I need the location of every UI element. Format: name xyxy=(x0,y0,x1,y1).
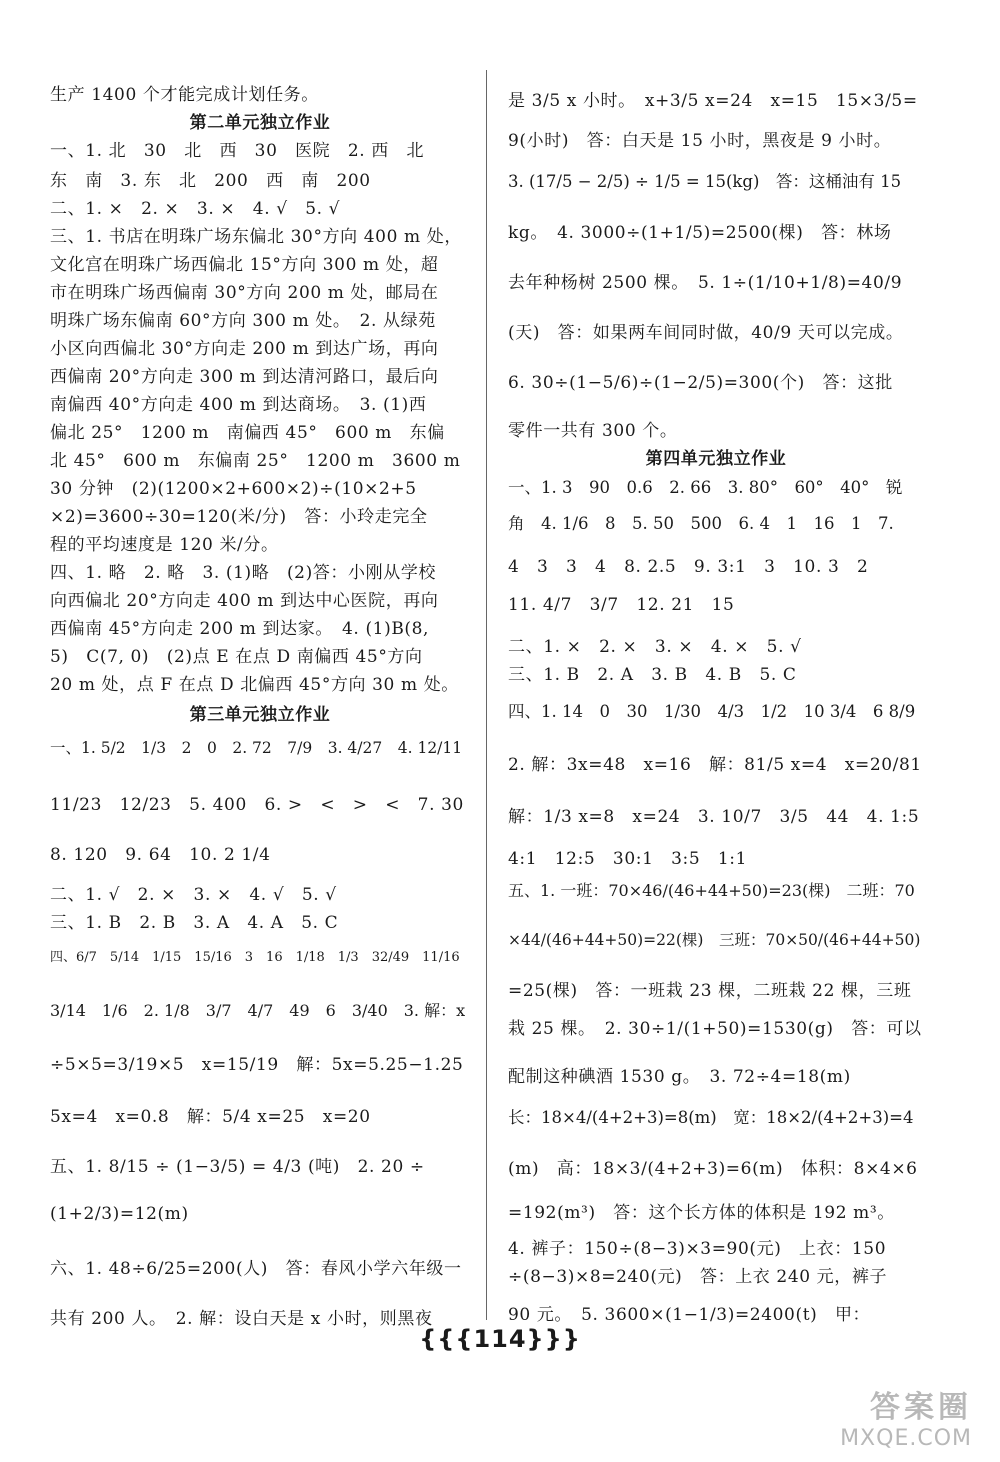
answer-line: 30 分钟 (2)(1200×2+600×2)÷(10×2+5 xyxy=(50,479,417,499)
answer-line: (m) 高：18×3/(4+2+3)=6(m) 体积：8×4×6 xyxy=(508,1159,918,1179)
answer-line: 8. 120 9. 64 10. 2 1/4 xyxy=(50,845,271,865)
answer-line: 5x=4 x=0.8 解：5/4 x=25 x=20 xyxy=(50,1107,371,1127)
answer-line: 西偏南 20°方向走 300 m 到达清河路口，最后向 xyxy=(50,367,439,387)
answer-line: 3/14 1/6 2. 1/8 3/7 4/7 49 6 3/40 3. 解：x xyxy=(50,1001,466,1020)
answer-line: 四、1. 略 2. 略 3. (1)略 (2)答：小刚从学校 xyxy=(50,563,437,583)
answer-line: (1+2/3)=12(m) xyxy=(50,1204,189,1224)
page-number: {{{114}}} xyxy=(419,1325,581,1353)
answer-line: 栽 25 棵。 2. 30÷1/(1+50)=1530(g) 答：可以 xyxy=(508,1019,922,1039)
answer-line: 2. 解：3x=48 x=16 解：81/5 x=4 x=20/81 xyxy=(508,755,922,775)
answer-line: 南偏西 40°方向走 400 m 到达商场。 3. (1)西 xyxy=(50,395,427,415)
answer-line: 程的平均速度是 120 米/分。 xyxy=(50,535,279,555)
answer-line: 明珠广场东偏南 60°方向 300 m 处。 2. 从绿苑 xyxy=(50,311,436,331)
answer-line: 6. 30÷(1−5/6)÷(1−2/5)=300(个) 答：这批 xyxy=(508,373,893,393)
answer-line: 生产 1400 个才能完成计划任务。 xyxy=(50,85,319,105)
answer-line: 西偏南 45°方向走 200 m 到达家。 4. (1)B(8, xyxy=(50,619,430,639)
answer-line: 长：18×4/(4+2+3)=8(m) 宽：18×2/(4+2+3)=4 xyxy=(508,1108,914,1127)
answer-line: 11/23 12/23 5. 400 6. > < > < 7. 30 xyxy=(50,795,464,815)
answer-line: ÷5×5=3/19×5 x=15/19 解：5x=5.25−1.25 xyxy=(50,1055,464,1075)
watermark-url: MXQE.COM xyxy=(840,1426,972,1451)
answer-line: 三、1. B 2. A 3. B 4. B 5. C xyxy=(508,665,797,685)
answer-line: 北 45° 600 m 东偏南 25° 1200 m 3600 m xyxy=(50,451,461,471)
answer-line: 市在明珠广场西偏南 30°方向 200 m 处，邮局在 xyxy=(50,283,439,303)
answer-line: 一、1. 3 90 0.6 2. 66 3. 80° 60° 40° 锐 xyxy=(508,478,903,497)
answer-line: 五、1. 8/15 ÷ (1−3/5) = 4/3 (吨) 2. 20 ÷ xyxy=(50,1157,425,1177)
answer-line: 文化宫在明珠广场西偏北 15°方向 300 m 处，超 xyxy=(50,255,439,275)
answer-line: 二、1. × 2. × 3. × 4. × 5. √ xyxy=(508,637,802,657)
answer-line: 90 元。 5. 3600×(1−1/3)=2400(t) 甲： xyxy=(508,1305,871,1325)
answer-line: 四、6/7 5/14 1/15 15/16 3 16 1/18 1/3 32/49 11/16 xyxy=(50,950,460,965)
column-divider xyxy=(486,70,487,1320)
answer-line: (天) 答：如果两车间同时做，40/9 天可以完成。 xyxy=(508,323,904,343)
answer-line: 三、1. 书店在明珠广场东偏北 30°方向 400 m 处， xyxy=(50,227,462,247)
answer-line: 二、1. √ 2. × 3. × 4. √ 5. √ xyxy=(50,885,337,905)
answer-line: 偏北 25° 1200 m 南偏西 45° 600 m 东偏 xyxy=(50,423,445,443)
answer-line: 是 3/5 x 小时。 x+3/5 x=24 x=15 15×3/5= xyxy=(508,91,918,111)
answer-line: 四、1. 14 0 30 1/30 4/3 1/2 10 3/4 6 8/9 xyxy=(508,702,916,721)
answer-line: 小区向西偏北 30°方向走 200 m 到达广场，再向 xyxy=(50,339,439,359)
answer-line: 4 3 3 4 8. 2.5 9. 3:1 3 10. 3 2 xyxy=(508,557,869,577)
answer-line: 4. 裤子：150÷(8−3)×3=90(元) 上衣：150 xyxy=(508,1239,887,1259)
answer-line: 9(小时) 答：白天是 15 小时，黑夜是 9 小时。 xyxy=(508,131,892,151)
answer-line: 20 m 处，点 F 在点 D 北偏西 45°方向 30 m 处。 xyxy=(50,675,459,695)
answer-line: 六、1. 48÷6/25=200(人) 答：春风小学六年级一 xyxy=(50,1259,462,1279)
answer-line: 一、1. 北 30 北 西 30 医院 2. 西 北 xyxy=(50,141,425,161)
answer-line: 三、1. B 2. B 3. A 4. A 5. C xyxy=(50,913,339,933)
answer-line: 角 4. 1/6 8 5. 50 500 6. 4 1 16 1 7. xyxy=(508,514,894,533)
section-heading: 第四单元独立作业 xyxy=(645,449,787,469)
answer-line: 5) C(7, 0) (2)点 E 在点 D 南偏西 45°方向 xyxy=(50,647,423,667)
section-heading: 第二单元独立作业 xyxy=(189,113,331,133)
answer-line: 11. 4/7 3/7 12. 21 15 xyxy=(508,595,735,615)
answer-line: ÷(8−3)×8=240(元) 答：上衣 240 元，裤子 xyxy=(508,1267,888,1287)
answer-line: ×2)=3600÷30=120(米/分) 答：小玲走完全 xyxy=(50,507,428,527)
answer-line: 解：1/3 x=8 x=24 3. 10/7 3/5 44 4. 1:5 xyxy=(508,807,920,827)
watermark-title: 答案圈 xyxy=(870,1390,972,1425)
answer-line: 一、1. 5/2 1/3 2 0 2. 72 7/9 3. 4/27 4. 12/11 xyxy=(50,739,463,757)
answer-line: 零件一共有 300 个。 xyxy=(508,421,678,441)
answer-line: 3. (17/5 − 2/5) ÷ 1/5 = 15(kg) 答：这桶油有 15 xyxy=(508,172,902,191)
answer-line: 共有 200 人。 2. 解：设白天是 x 小时，则黑夜 xyxy=(50,1309,433,1329)
answer-line: =25(棵) 答：一班栽 23 棵，二班栽 22 棵，三班 xyxy=(508,981,912,1001)
answer-line: 向西偏北 20°方向走 400 m 到达中心医院，再向 xyxy=(50,591,439,611)
answer-line: 二、1. × 2. × 3. × 4. √ 5. √ xyxy=(50,199,341,219)
answer-line: 东 南 3. 东 北 200 西 南 200 xyxy=(50,171,371,191)
watermark xyxy=(840,1382,972,1451)
answer-line: kg。 4. 3000÷(1+1/5)=2500(棵) 答：林场 xyxy=(508,223,892,243)
answer-line: 五、1. 一班：70×46/(46+44+50)=23(棵) 二班：70 xyxy=(508,881,915,900)
answer-line: =192(m³) 答：这个长方体的体积是 192 m³。 xyxy=(508,1203,895,1223)
section-heading: 第三单元独立作业 xyxy=(189,705,331,725)
answer-line: ×44/(46+44+50)=22(棵) 三班：70×50/(46+44+50) xyxy=(508,931,921,949)
answer-line: 4:1 12:5 30:1 3:5 1:1 xyxy=(508,849,748,869)
answer-line: 配制这种碘酒 1530 g。 3. 72÷4=18(m) xyxy=(508,1067,851,1087)
answer-line: 去年种杨树 2500 棵。 5. 1÷(1/10+1/8)=40/9 xyxy=(508,273,903,293)
